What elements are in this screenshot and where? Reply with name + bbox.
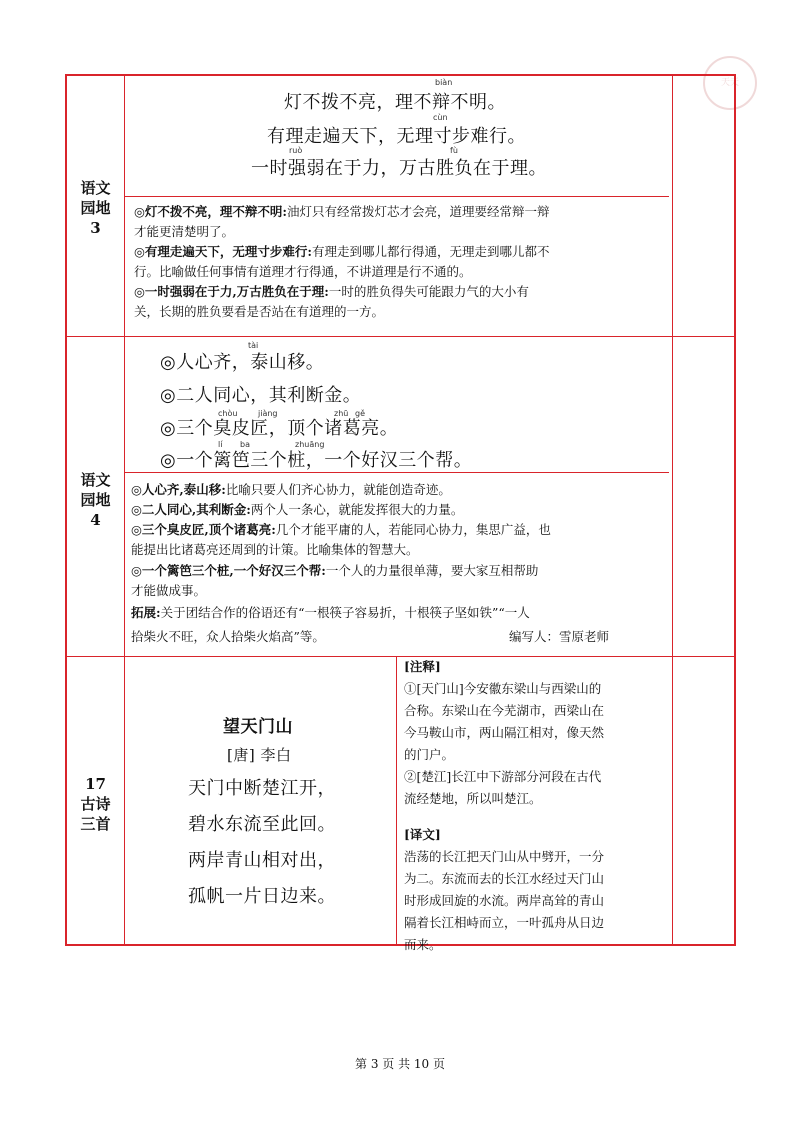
notes-line: ①[天门山]今安徽东梁山与西梁山的 xyxy=(404,681,602,696)
note-line: ◎一时强弱在于力,万古胜负在于理:一时的胜负得失可能跟力气的大小有 xyxy=(134,284,529,299)
pinyin-ba: ba xyxy=(240,440,250,449)
notes-line: 的门户。 xyxy=(404,747,455,762)
poem-line: 碧水东流至此回。 xyxy=(188,814,336,835)
content-table xyxy=(65,74,736,952)
poem-line: 孤帆一片日边来。 xyxy=(188,886,336,907)
section-label-3: 17 古诗 三首 xyxy=(80,775,111,833)
notes-line: 流经楚地，所以叫楚江。 xyxy=(404,791,542,806)
note-line: ◎三个臭皮匠,顶个诸葛亮:几个才能平庸的人，若能同心协力，集思广益，也 xyxy=(131,522,551,537)
translation-line: 浩荡的长江把天门山从中劈开，一分 xyxy=(404,849,605,864)
verse-2: 有理走遍天下，无理寸步难行。 xyxy=(267,126,526,147)
column-divider-right xyxy=(672,76,673,944)
pinyin-ruo: ruò xyxy=(289,146,303,155)
author-credit: 编写人：雪原老师 xyxy=(509,629,610,644)
note-line: ◎有理走遍天下，无理寸步难行:有理走到哪儿都行得通，无理走到哪儿都不 xyxy=(134,244,550,259)
section-label-1: 语文 园地 3 xyxy=(80,179,111,237)
column-divider-left xyxy=(124,76,125,944)
poem-line: 两岸青山相对出， xyxy=(188,850,336,871)
translation-line: 时形成回旋的水流。两岸高耸的青山 xyxy=(404,893,605,908)
pinyin-jiang: jiàng xyxy=(258,409,278,418)
pinyin-zhuang: zhuāng xyxy=(295,440,325,449)
note-line: ◎灯不拨不亮，理不辩不明:油灯只有经常拨灯芯才会亮，道理要经常辩一辩 xyxy=(134,204,550,219)
page-footer: 第 3 页 共 10 页 xyxy=(355,1057,445,1071)
poem-line: 天门中断楚江开， xyxy=(188,778,336,799)
verse-3: 一时强弱在于力，万古胜负在于理。 xyxy=(251,158,547,179)
section-label-2: 语文 园地 4 xyxy=(80,471,111,529)
note-line: 关，长期的胜负要看是否站在有道理的一方。 xyxy=(134,304,385,319)
translation-heading: [译文] xyxy=(404,827,441,842)
section2-split xyxy=(124,472,669,473)
note-line: ◎二人同心,其利断金:两个人一条心，就能发挥很大的力量。 xyxy=(131,502,464,517)
verse-5: ◎二人同心，其利断金。 xyxy=(160,385,362,406)
notes-line: 今马鞍山市，两山隔江相对，像天然 xyxy=(404,725,605,740)
note-line: ◎人心齐,泰山移:比喻只要人们齐心协力，就能创造奇迹。 xyxy=(131,482,451,497)
translation-line: 而来。 xyxy=(404,937,442,952)
watermark-seal: 天天 xyxy=(703,56,757,110)
note-line: ◎一个篱笆三个桩,一个好汉三个帮:一个人的力量很单薄，要大家互相帮助 xyxy=(131,563,539,578)
pinyin-li: lí xyxy=(218,440,223,449)
notes-line: ②[楚江]长江中下游部分河段在古代 xyxy=(404,769,602,784)
note-line: 能提出比诸葛亮还周到的计策。比喻集体的智慧大。 xyxy=(131,542,419,557)
pinyin-chou: chòu xyxy=(218,409,238,418)
verse-1: 灯不拨不亮，理不辩不明。 xyxy=(284,92,506,113)
note-line: 拾柴火不旺，众人拾柴火焰高”等。 xyxy=(131,629,325,644)
poem-author: [唐] 李白 xyxy=(227,746,292,764)
note-line: 才能更清楚明了。 xyxy=(134,224,235,239)
row-divider-2 xyxy=(67,656,734,657)
pinyin-bian: biàn xyxy=(435,78,453,87)
pinyin-ge: gě xyxy=(355,409,365,418)
note-line: 拓展:关于团结合作的俗语还有“一根筷子容易折，十根筷子坚如铁”“一人 xyxy=(131,605,530,620)
translation-line: 隔着长江相峙而立，一叶孤舟从日边 xyxy=(404,915,605,930)
note-line: 才能做成事。 xyxy=(131,583,207,598)
pinyin-fu: fù xyxy=(450,146,458,155)
notes-heading: [注释] xyxy=(404,659,441,674)
pinyin-cun: cùn xyxy=(433,113,448,122)
verse-6: ◎三个臭皮匠，顶个诸葛亮。 xyxy=(160,418,399,439)
poem-title: 望天门山 xyxy=(223,717,293,737)
poem-divider xyxy=(396,656,397,944)
row-divider-1 xyxy=(67,336,734,337)
notes-line: 合称。东梁山在今芜湖市，西梁山在 xyxy=(404,703,605,718)
verse-7: ◎一个篱笆三个桩，一个好汉三个帮。 xyxy=(160,450,473,471)
translation-line: 为二。东流而去的长江水经过天门山 xyxy=(404,871,605,886)
verse-4: ◎人心齐，泰山移。 xyxy=(160,352,325,373)
pinyin-tai: tài xyxy=(248,341,259,350)
pinyin-zhu: zhū xyxy=(334,409,349,418)
section1-split xyxy=(124,196,669,197)
note-line: 行。比喻做任何事情有道理才行得通，不讲道理是行不通的。 xyxy=(134,264,472,279)
